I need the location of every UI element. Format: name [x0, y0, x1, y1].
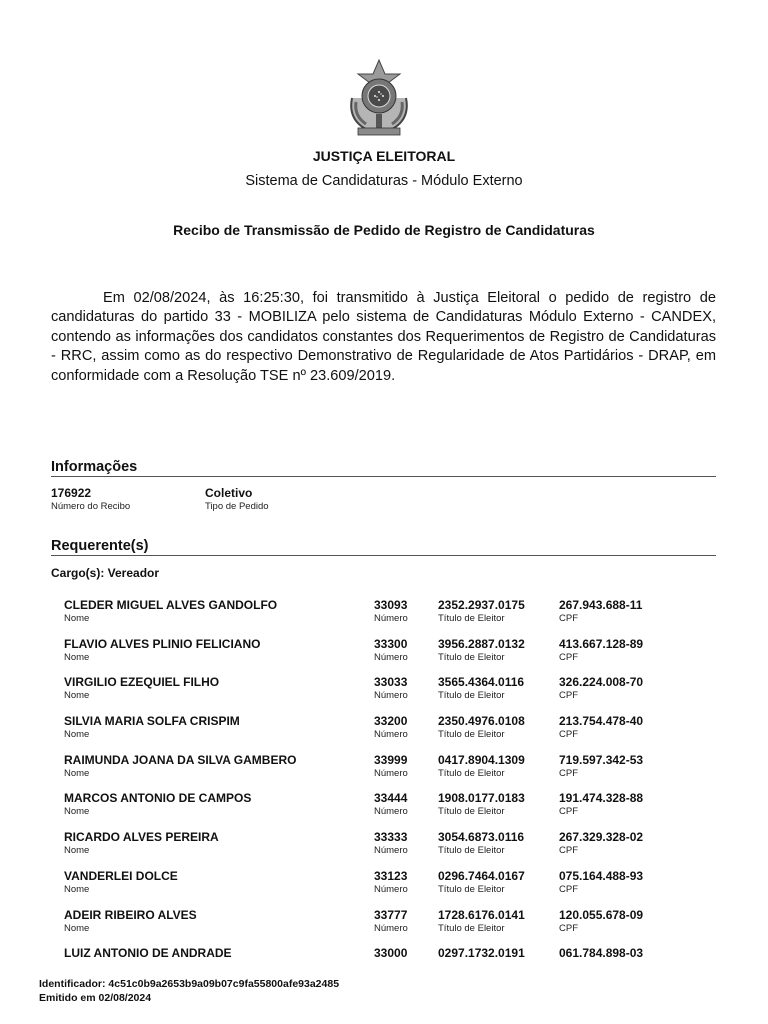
candidate-cpf-value: 120.055.678-09 — [559, 907, 644, 922]
system-subtitle: Sistema de Candidaturas - Módulo Externo — [245, 173, 523, 189]
candidate-name-cell — [64, 598, 277, 625]
candidate-titulo-value: 3956.2887.0132 — [438, 636, 525, 651]
candidate-name-label: Nome — [64, 767, 90, 779]
organization-title: JUSTIÇA ELEITORAL — [312, 148, 456, 164]
candidate-number-value: 33123 — [374, 868, 408, 883]
receipt-number-value: 176922 — [51, 486, 92, 500]
candidate-number-cell — [374, 598, 408, 625]
candidate-number-label: Número — [374, 922, 408, 934]
candidate-number-value: 33200 — [374, 714, 408, 729]
candidate-titulo-label: Título de Eleitor — [438, 922, 505, 934]
candidate-titulo-cell — [438, 908, 525, 935]
candidate-cpf-value: 267.329.328-02 — [559, 830, 644, 845]
candidate-name-label: Nome — [64, 845, 90, 857]
candidate-cpf-cell — [559, 946, 643, 960]
candidate-name-cell — [64, 946, 232, 960]
candidate-cpf-label: CPF — [559, 806, 578, 818]
document-title: Recibo de Transmissão de Pedido de Registro de Candidaturas — [173, 222, 595, 238]
candidate-cpf-label: CPF — [559, 690, 578, 702]
candidate-cpf-label: CPF — [559, 613, 578, 624]
candidate-titulo-label: Título de Eleitor — [438, 767, 505, 779]
candidate-name-label: Nome — [64, 690, 90, 702]
candidate-cpf-label: CPF — [559, 729, 578, 741]
candidate-titulo-cell — [438, 946, 525, 960]
candidate-cpf-value: 719.597.342-53 — [559, 752, 644, 767]
receipt-number-field — [51, 486, 130, 513]
candidate-name-value: LUIZ ANTONIO DE ANDRADE — [64, 946, 232, 961]
candidate-name-cell — [64, 869, 178, 896]
candidate-titulo-value: 3054.6873.0116 — [438, 830, 525, 845]
candidate-number-label: Número — [374, 806, 408, 818]
candidate-titulo-value: 1728.6176.0141 — [438, 907, 525, 922]
candidate-titulo-label: Título de Eleitor — [438, 613, 505, 624]
candidate-number-label: Número — [374, 729, 408, 741]
candidate-titulo-cell — [438, 637, 525, 664]
request-type-value: Coletivo — [205, 486, 253, 500]
candidate-number-cell — [374, 946, 407, 960]
candidate-name-label: Nome — [64, 613, 90, 624]
candidate-name-label: Nome — [64, 883, 90, 895]
candidate-name-value: RAIMUNDA JOANA DA SILVA GAMBERO — [64, 752, 297, 767]
candidate-cpf-label: CPF — [559, 922, 578, 934]
candidate-name-value: FLAVIO ALVES PLINIO FELICIANO — [64, 636, 261, 651]
candidate-titulo-cell — [438, 791, 525, 818]
candidate-row — [64, 753, 716, 792]
candidate-titulo-value: 0297.1732.0191 — [438, 946, 525, 961]
candidate-cpf-label: CPF — [559, 883, 578, 895]
candidate-name-value: VIRGILIO EZEQUIEL FILHO — [64, 675, 220, 690]
candidate-number-cell — [374, 791, 408, 818]
candidate-titulo-value: 3565.4364.0116 — [438, 675, 525, 690]
candidate-titulo-value: 2350.4976.0108 — [438, 714, 525, 729]
candidate-cpf-label: CPF — [559, 651, 578, 663]
candidate-titulo-label: Título de Eleitor — [438, 729, 505, 741]
candidate-row — [64, 908, 716, 947]
candidate-name-cell — [64, 830, 219, 857]
candidate-number-cell — [374, 753, 408, 780]
candidate-titulo-cell — [438, 598, 525, 625]
candidate-row — [64, 791, 716, 830]
request-type-label: Tipo de Pedido — [205, 501, 269, 512]
candidate-row — [64, 714, 716, 753]
candidate-titulo-label: Título de Eleitor — [438, 690, 505, 702]
candidate-name-label: Nome — [64, 806, 90, 818]
candidate-number-label: Número — [374, 767, 408, 779]
candidate-number-value: 33033 — [374, 675, 408, 690]
candidate-name-cell — [64, 908, 197, 935]
candidate-titulo-cell — [438, 675, 524, 702]
candidate-cpf-cell — [559, 908, 643, 935]
candidate-row — [64, 675, 716, 714]
candidate-name-value: ADEIR RIBEIRO ALVES — [64, 907, 197, 922]
candidate-number-cell — [374, 675, 408, 702]
candidate-titulo-cell — [438, 830, 524, 857]
candidate-name-value: RICARDO ALVES PEREIRA — [64, 830, 219, 845]
cargo-label: Cargo(s): Vereador — [51, 566, 160, 580]
candidate-cpf-label: CPF — [559, 767, 578, 779]
candidate-number-value: 33777 — [374, 907, 408, 922]
candidate-name-value: VANDERLEI DOLCE — [64, 868, 178, 883]
candidate-number-cell — [374, 637, 408, 664]
candidate-titulo-label: Título de Eleitor — [438, 651, 505, 663]
candidate-cpf-value: 413.667.128-89 — [559, 636, 644, 651]
candidate-number-label: Número — [374, 613, 408, 624]
candidate-cpf-cell — [559, 598, 642, 625]
candidate-titulo-value: 0296.7464.0167 — [438, 868, 525, 883]
candidate-name-label: Nome — [64, 651, 90, 663]
brazil-coat-of-arms-icon — [344, 58, 414, 138]
candidate-number-label: Número — [374, 883, 408, 895]
candidate-number-label: Número — [374, 845, 408, 857]
candidate-titulo-value: 0417.8904.1309 — [438, 752, 525, 767]
candidate-name-cell — [64, 791, 251, 818]
candidate-number-value: 33093 — [374, 598, 408, 612]
candidate-titulo-value: 2352.2937.0175 — [438, 598, 525, 612]
candidate-number-cell — [374, 830, 408, 857]
candidate-cpf-cell — [559, 791, 643, 818]
candidate-titulo-cell — [438, 869, 525, 896]
candidate-number-cell — [374, 908, 408, 935]
candidate-row — [64, 830, 716, 869]
issued-date: Emitido em 02/08/2024 — [39, 992, 152, 1004]
candidate-name-label: Nome — [64, 922, 90, 934]
candidate-number-value: 33333 — [374, 830, 408, 845]
footer — [39, 977, 339, 1005]
request-type-field — [205, 486, 269, 513]
candidate-name-cell — [64, 675, 219, 702]
candidate-name-label: Nome — [64, 729, 90, 741]
candidate-name-cell — [64, 637, 260, 664]
candidate-cpf-value: 326.224.008-70 — [559, 675, 644, 690]
section-informacoes-title: Informações — [51, 459, 716, 477]
candidate-titulo-label: Título de Eleitor — [438, 883, 505, 895]
candidate-cpf-cell — [559, 869, 643, 896]
candidate-row — [64, 598, 716, 637]
candidate-titulo-value: 1908.0177.0183 — [438, 791, 525, 806]
candidate-titulo-cell — [438, 714, 525, 741]
document-identifier: Identificador: 4c51c0b9a2653b9a09b07c9fa55800afe93a2485 — [39, 978, 340, 990]
candidate-number-value: 33000 — [374, 946, 408, 961]
candidate-number-cell — [374, 869, 408, 896]
candidate-name-value: SILVIA MARIA SOLFA CRISPIM — [64, 714, 240, 729]
candidate-number-cell — [374, 714, 408, 741]
candidate-name-cell — [64, 714, 240, 741]
candidate-number-value: 33444 — [374, 791, 408, 806]
candidate-row — [64, 637, 716, 676]
candidate-number-value: 33999 — [374, 752, 408, 767]
candidate-cpf-cell — [559, 637, 643, 664]
candidate-cpf-value: 213.754.478-40 — [559, 714, 644, 729]
candidate-cpf-value: 267.943.688-11 — [559, 598, 643, 612]
candidate-cpf-value: 061.784.898-03 — [559, 946, 644, 961]
candidate-row — [64, 869, 716, 908]
candidate-name-value: CLEDER MIGUEL ALVES GANDOLFO — [64, 598, 278, 612]
candidate-cpf-cell — [559, 675, 643, 702]
candidate-titulo-cell — [438, 753, 525, 780]
candidate-cpf-value: 191.474.328-88 — [559, 791, 644, 806]
candidate-cpf-cell — [559, 714, 643, 741]
receipt-number-label: Número do Recibo — [51, 501, 131, 512]
candidate-titulo-label: Título de Eleitor — [438, 845, 505, 857]
candidate-titulo-label: Título de Eleitor — [438, 806, 505, 818]
candidate-cpf-value: 075.164.488-93 — [559, 868, 644, 883]
candidates-list — [64, 598, 716, 985]
transmission-statement: Em 02/08/2024, às 16:25:30, foi transmitido à Justiça Eleitoral o pedido de registro de candidaturas do partido 33 - MOBILIZA pelo sistema de Candidaturas Módulo Externo - CANDEX, contendo as informações dos candidatos constantes dos Requerimentos de Registro de Candidaturas - RRC, assim como as do respectivo Demonstrativo de Regularidade de Atos Partidários - DRAP, em conformidade com a Resolução TSE nº 23.609/2019. — [51, 290, 716, 384]
section-requerentes-title: Requerente(s) — [51, 538, 716, 556]
candidate-name-value: MARCOS ANTONIO DE CAMPOS — [64, 791, 252, 806]
candidate-number-label: Número — [374, 651, 408, 663]
candidate-number-value: 33300 — [374, 636, 408, 651]
candidate-cpf-cell — [559, 753, 643, 780]
candidate-number-label: Número — [374, 690, 408, 702]
candidate-cpf-cell — [559, 830, 643, 857]
candidate-name-cell — [64, 753, 296, 780]
candidate-cpf-label: CPF — [559, 845, 578, 857]
